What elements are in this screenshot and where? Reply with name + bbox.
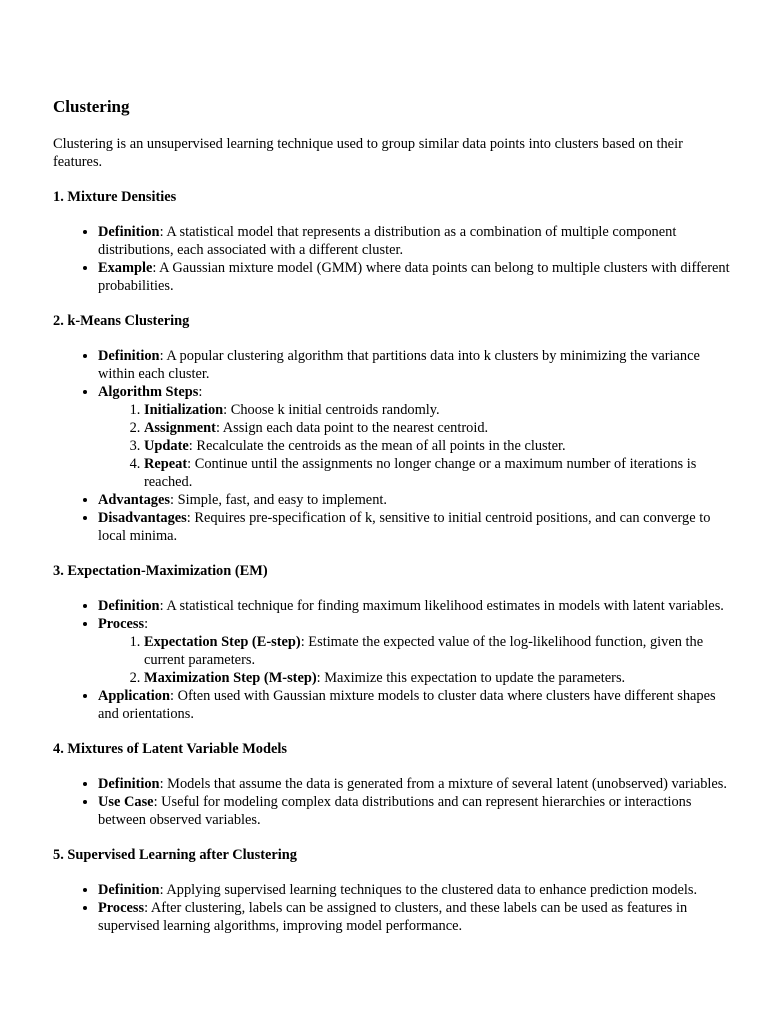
list-item xyxy=(98,509,730,545)
item-term: Definition xyxy=(98,348,160,364)
intro-paragraph: Clustering is an unsupervised learning technique used to group similar data points into clusters based on their features. xyxy=(53,136,683,170)
step-item xyxy=(144,419,730,437)
numbered-list xyxy=(98,401,730,491)
list-item xyxy=(98,259,730,295)
item-text: : A Gaussian mixture model (GMM) where data points can belong to multiple clusters with different probabilities. xyxy=(98,260,730,294)
section-heading: 4. Mixtures of Latent Variable Models xyxy=(53,741,287,757)
list-item xyxy=(98,223,730,259)
bullet-list xyxy=(53,223,730,295)
step-item xyxy=(144,401,730,419)
item-text: : Models that assume the data is generated from a mixture of several latent (unobserved) variables. xyxy=(159,776,727,792)
list-item xyxy=(98,775,730,793)
numbered-list xyxy=(98,633,730,687)
item-term: Advantages xyxy=(98,492,170,508)
step-item xyxy=(144,437,730,455)
step-text: : Continue until the assignments no longer change or a maximum number of iterations is reached. xyxy=(144,456,697,490)
section-heading: 1. Mixture Densities xyxy=(53,189,177,205)
item-text: : Simple, fast, and easy to implement. xyxy=(169,492,387,508)
section-heading: 3. Expectation-Maximization (EM) xyxy=(53,563,268,579)
step-text: : Choose k initial centroids randomly. xyxy=(223,402,440,418)
item-term: Process xyxy=(98,616,145,632)
item-term: Example xyxy=(98,260,153,276)
step-item xyxy=(144,633,730,669)
list-item xyxy=(98,347,730,383)
list-item xyxy=(98,615,730,687)
item-text: : A statistical technique for finding maximum likelihood estimates in models with latent variables. xyxy=(159,598,724,614)
item-term: Application xyxy=(98,688,170,704)
item-text: : xyxy=(144,616,149,632)
item-text: : xyxy=(198,384,203,400)
page-title: Clustering xyxy=(53,97,130,116)
list-item xyxy=(98,793,730,829)
list-item xyxy=(98,687,730,723)
bullet-list xyxy=(53,775,730,829)
step-text: : Assign each data point to the nearest centroid. xyxy=(215,420,489,436)
section-heading: 5. Supervised Learning after Clustering xyxy=(53,847,297,863)
item-text: : A statistical model that represents a distribution as a combination of multiple component distributions, each associated with a different cluster. xyxy=(98,224,677,258)
item-term: Definition xyxy=(98,598,160,614)
list-item xyxy=(98,491,730,509)
item-text: : Requires pre-specification of k, sensitive to initial centroid positions, and can converge to local minima. xyxy=(98,510,711,544)
step-text: : Recalculate the centroids as the mean of all points in the cluster. xyxy=(188,438,566,454)
step-term: Expectation Step (E-step) xyxy=(144,634,301,650)
bullet-list xyxy=(53,597,730,723)
list-item xyxy=(98,383,730,491)
item-term: Definition xyxy=(98,882,160,898)
list-item xyxy=(98,597,730,615)
item-term: Algorithm Steps xyxy=(98,384,199,400)
step-text: : Estimate the expected value of the log-likelihood function, given the current parameters. xyxy=(144,634,704,668)
step-item xyxy=(144,455,730,491)
item-text: : Useful for modeling complex data distributions and can represent hierarchies or interactions between observed variables. xyxy=(98,794,692,828)
item-term: Use Case xyxy=(98,794,154,810)
item-text: : A popular clustering algorithm that partitions data into k clusters by minimizing the variance within each cluster. xyxy=(98,348,700,382)
section-heading: 2. k-Means Clustering xyxy=(53,313,190,329)
item-text: : After clustering, labels can be assigned to clusters, and these labels can be used as features in supervised learning algorithms, improving model performance. xyxy=(98,900,688,934)
bullet-list xyxy=(53,881,730,935)
list-item xyxy=(98,881,730,899)
item-text: : Applying supervised learning techniques to the clustered data to enhance prediction models. xyxy=(159,882,698,898)
step-text: : Maximize this expectation to update the parameters. xyxy=(316,670,626,686)
step-term: Update xyxy=(144,438,189,454)
item-term: Definition xyxy=(98,776,160,792)
step-term: Maximization Step (M-step) xyxy=(144,670,317,686)
step-term: Assignment xyxy=(144,420,216,436)
item-text: : Often used with Gaussian mixture models to cluster data where clusters have different shapes and orientations. xyxy=(98,688,716,722)
list-item xyxy=(98,899,730,935)
bullet-list xyxy=(53,347,730,545)
step-term: Repeat xyxy=(144,456,188,472)
item-term: Process xyxy=(98,900,145,916)
step-term: Initialization xyxy=(144,402,224,418)
item-term: Disadvantages xyxy=(98,510,187,526)
item-term: Definition xyxy=(98,224,160,240)
step-item xyxy=(144,669,730,687)
